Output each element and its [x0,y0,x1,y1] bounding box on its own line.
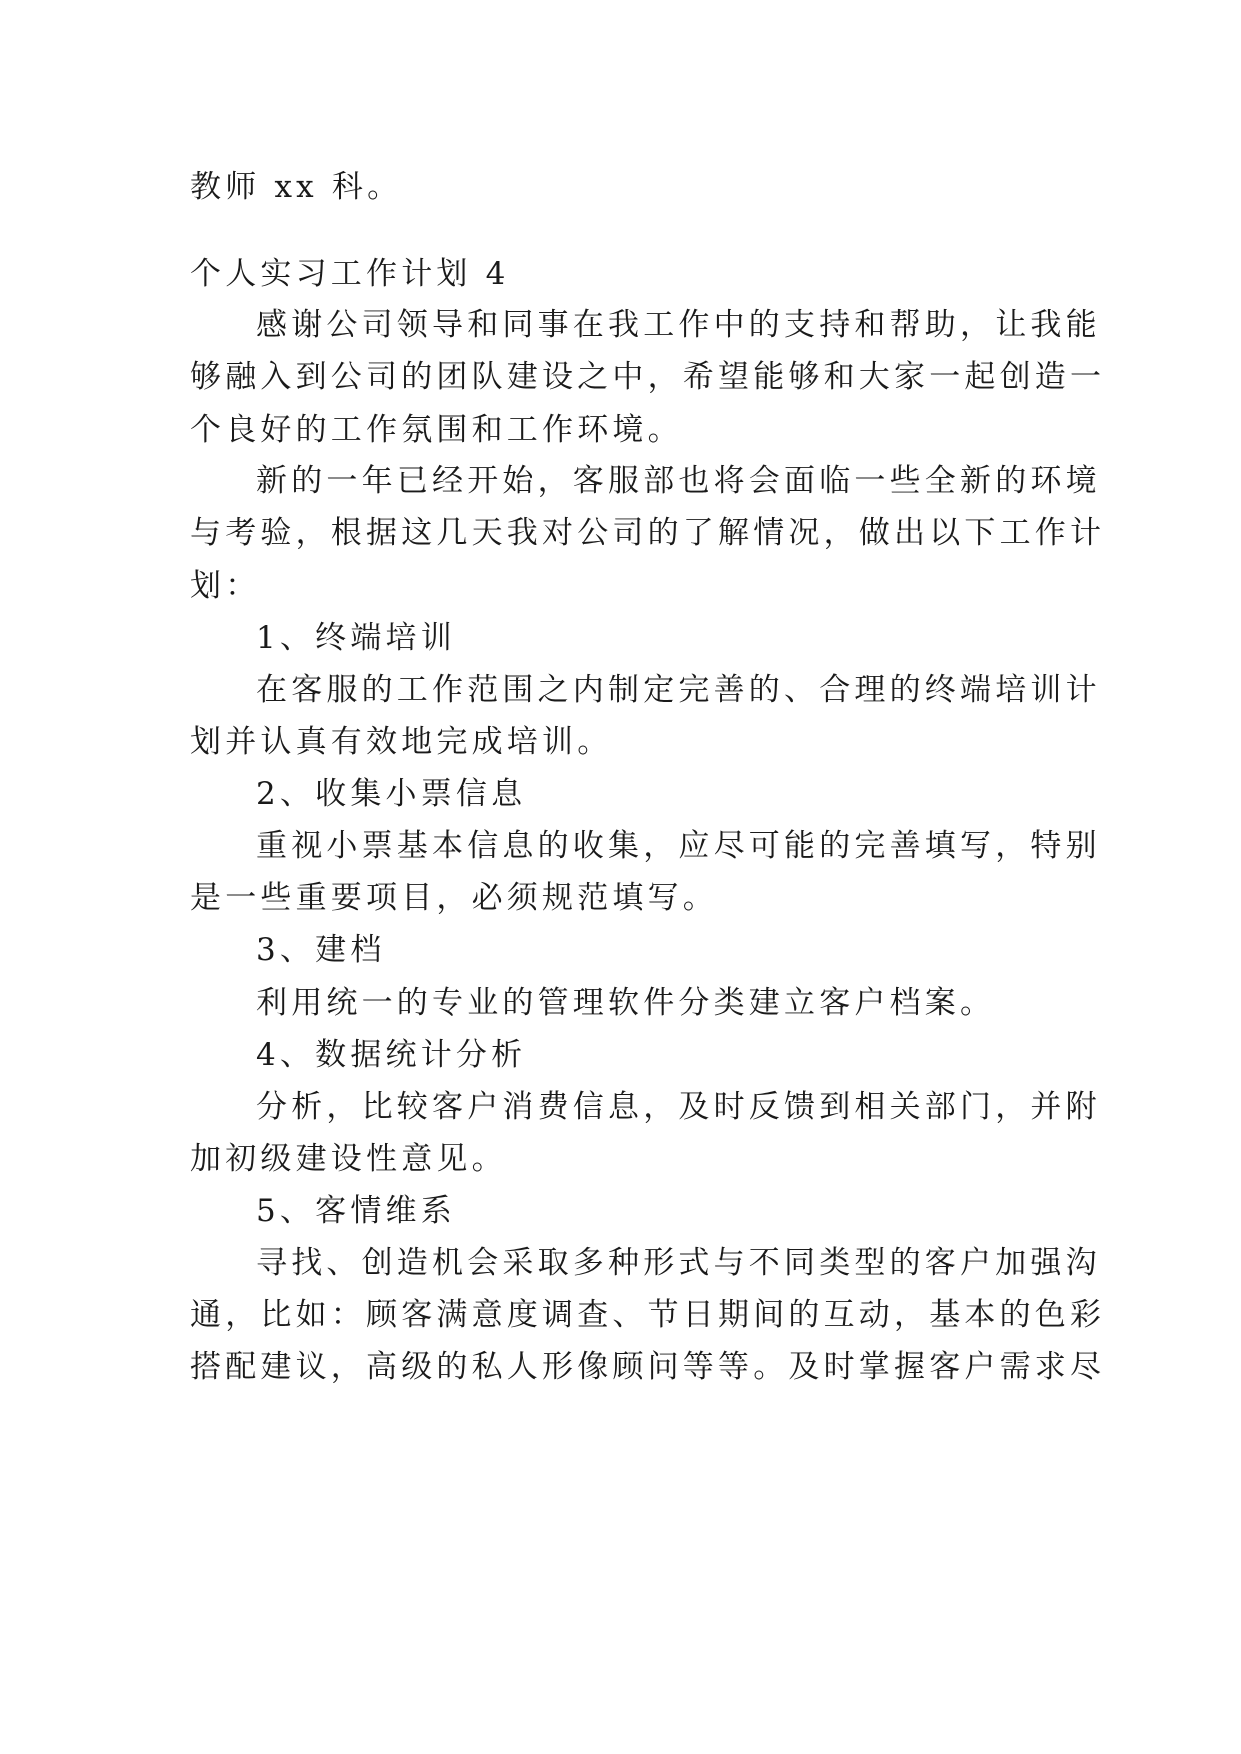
list-heading: 1、终端培训 [256,620,456,656]
section-heading: 个人实习工作计划 4 [190,256,510,292]
text-line: 新的一年已经开始，客服部也将会面临一些全新的环境 [256,463,1101,499]
list-heading: 4、数据统计分析 [256,1037,527,1073]
text-line: 通，比如：顾客满意度调查、节日期间的互动，基本的色彩 [190,1297,1106,1333]
text-line: 是一些重要项目，必须规范填写。 [190,880,718,916]
text-line: 个良好的工作氛围和工作环境。 [190,412,683,448]
text-line: 教师 xx 科。 [190,169,403,205]
list-heading: 3、建档 [256,932,386,968]
text-line: 划并认真有效地完成培训。 [190,724,613,760]
text-line: 在客服的工作范围之内制定完善的、合理的终端培训计 [256,672,1101,708]
list-heading: 5、客情维系 [256,1193,456,1229]
text-line: 重视小票基本信息的收集，应尽可能的完善填写，特别 [256,828,1101,864]
text-line: 感谢公司领导和同事在我工作中的支持和帮助，让我能 [256,307,1101,343]
text-line: 搭配建议，高级的私人形像顾问等等。及时掌握客户需求尽 [190,1349,1106,1385]
text-line: 够融入到公司的团队建设之中，希望能够和大家一起创造一 [190,359,1106,395]
list-heading: 2、收集小票信息 [256,776,527,812]
text-line: 利用统一的专业的管理软件分类建立客户档案。 [256,985,996,1021]
text-line: 划： [190,568,261,604]
text-line: 加初级建设性意见。 [190,1141,507,1177]
text-line: 分析，比较客户消费信息，及时反馈到相关部门，并附 [256,1089,1101,1125]
text-line: 寻找、创造机会采取多种形式与不同类型的客户加强沟 [256,1245,1101,1281]
text-line: 与考验，根据这几天我对公司的了解情况，做出以下工作计 [190,515,1106,551]
